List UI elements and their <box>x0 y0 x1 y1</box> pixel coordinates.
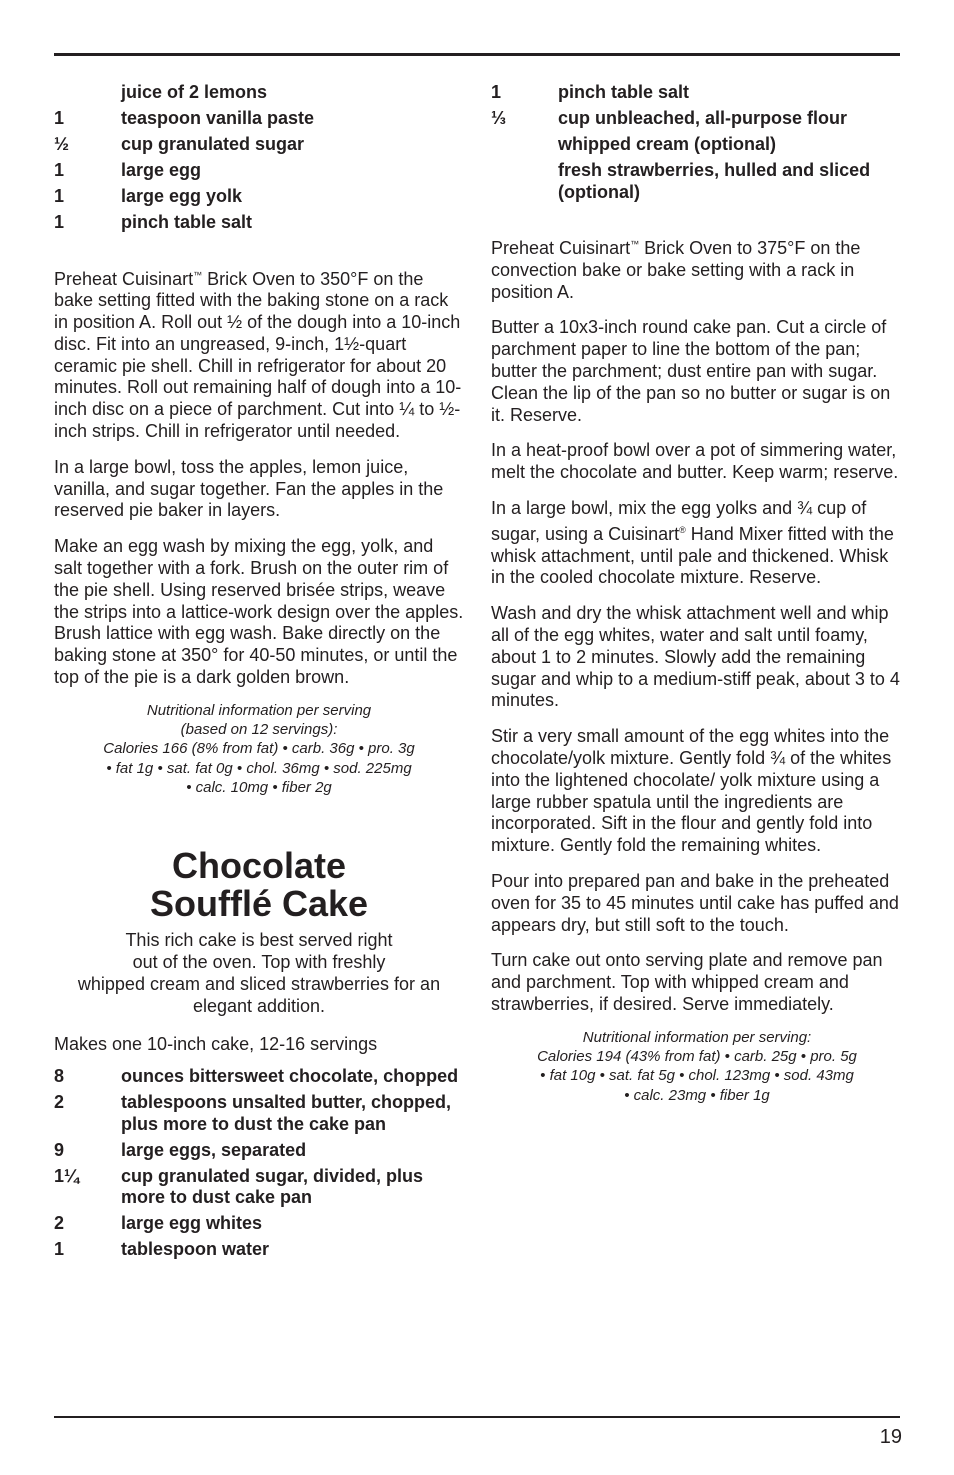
intro-line: elegant addition. <box>192 995 326 1016</box>
ingredient-text: large eggs, separated <box>121 1139 307 1160</box>
ingredient-text: pinch table salt <box>121 212 253 232</box>
right-column <box>491 82 903 1105</box>
ingredient-row <box>54 1092 464 1135</box>
ingredient-row <box>54 160 464 182</box>
ingredient-qty <box>491 160 558 203</box>
recipe-title-line: Chocolate <box>171 845 347 887</box>
ingredient-qty: 1 <box>54 1239 65 1260</box>
nutrition-line: Calories 194 (43% from fat) • carb. 25g • pro. 5g <box>537 1048 857 1065</box>
ingredient-text: ounces bittersweet chocolate, chopped <box>121 1066 459 1087</box>
nutrition-line: • calc. 23mg • fiber 1g <box>624 1086 770 1104</box>
ingredient-qty: 1 <box>54 212 65 232</box>
ingredient-row <box>491 160 903 203</box>
ingredient-row <box>54 1213 464 1235</box>
ingredient-text: tablespoons unsalted butter, chopped, plus more to dust the cake pan <box>121 1092 452 1134</box>
ingredient-row <box>54 108 464 130</box>
nutrition-line: • fat 1g • sat. fat 0g • chol. 36mg • sod. 225mg <box>106 759 412 777</box>
ingredient-qty: 1 <box>54 108 65 128</box>
recipe-ingredient-list <box>54 1066 464 1261</box>
ingredient-row <box>54 186 464 208</box>
ingredient-qty: 1 <box>54 160 65 180</box>
recipe-title-line: Soufflé Cake <box>149 883 369 925</box>
ingredient-row <box>54 1239 464 1261</box>
ingredient-text: tablespoon water <box>121 1239 270 1260</box>
ingredient-row <box>491 82 903 104</box>
trademark-mark: ™ <box>193 269 203 280</box>
instruction-paragraph: Butter a 10x3-inch round cake pan. Cut a circle of parchment paper to line the bottom of the pan; butter the parchment; dust entire pan with sugar. Clean the lip of the pan so no butter or sugar is on it. Reserve. <box>491 317 891 425</box>
ingredient-text: cup unbleached, all-purpose flour <box>558 108 848 128</box>
ingredient-row <box>54 134 464 156</box>
ingredient-qty <box>491 134 558 156</box>
recipe-intro <box>54 930 464 1017</box>
instruction-paragraph: In a large bowl, mix the egg yolks and ¾ cup of sugar, using a Cuisinart® Hand Mixer fitted with the whisk attachment, until pale and thickened. Whisk in the cooled chocolate mixture. Reserve. <box>491 497 894 588</box>
instruction-paragraph: Wash and dry the whisk attachment well and whip all of the egg whites, water and salt until foamy, about 1 to 2 minutes. Slowly add the remaining sugar and whip to a medium-stiff peak, about 3 to 4 minutes. <box>491 603 900 711</box>
ingredient-row <box>54 1166 464 1209</box>
intro-line: whipped cream and sliced strawberries for an <box>77 973 441 994</box>
ingredient-qty: ⅓ <box>491 108 507 128</box>
ingredient-text: large egg whites <box>121 1213 263 1234</box>
ingredient-text: teaspoon vanilla paste <box>121 108 315 128</box>
nutrition-info <box>54 701 464 797</box>
ingredient-text: large egg <box>121 160 202 180</box>
ingredient-text: fresh strawberries, hulled and sliced (optional) <box>558 160 871 202</box>
intro-line: out of the oven. Top with freshly <box>132 952 386 973</box>
nutrition-line: Nutritional information per serving: <box>582 1028 812 1046</box>
ingredient-row <box>491 134 903 156</box>
ingredient-list-continued <box>54 82 464 234</box>
ingredient-text: pinch table salt <box>558 82 690 102</box>
ingredient-qty: 1 <box>54 186 65 206</box>
ingredient-qty: 8 <box>54 1066 65 1087</box>
ingredient-qty: 1 <box>491 82 502 102</box>
instruction-paragraph: Make an egg wash by mixing the egg, yolk, and salt together with a fork. Brush on the outer rim of the pie shell. Using reserved brisée strips, weave the strips into a lattice-work design over the apples. Brush lattice with egg wash. Bake directly on the baking stone at 350° for 40-50 minutes, or until the top of the pie is a dark golden brown. <box>54 536 464 688</box>
trademark-mark: ™ <box>630 239 640 249</box>
recipe-yield: Makes one 10-inch cake, 12-16 servings <box>54 1033 378 1054</box>
ingredient-qty: 1¼ <box>54 1165 80 1186</box>
instruction-paragraph: Stir a very small amount of the egg whites into the chocolate/yolk mixture. Gently fold ¾ of the whites into the lightened chocolate/ yolk mixture using a large rubber spatula until the ingredients are incorporated. Sift in the flour and gently fold into mixture. Gently fold the remaining whites. <box>491 726 892 856</box>
ingredient-text: large egg yolk <box>121 186 243 206</box>
ingredient-row <box>54 1140 464 1162</box>
nutrition-line: (based on 12 servings): <box>180 721 338 739</box>
ingredient-text: juice of 2 lemons <box>121 82 268 102</box>
ingredient-text: whipped cream (optional) <box>558 134 777 154</box>
left-column <box>54 82 464 1265</box>
recipe-title <box>54 847 464 923</box>
ingredient-qty: 9 <box>54 1139 65 1160</box>
ingredient-qty <box>54 82 121 104</box>
instruction-paragraph: Pour into prepared pan and bake in the preheated oven for 35 to 45 minutes until cake has puffed and appears dry, but still soft to the touch. <box>491 870 899 935</box>
bottom-rule <box>54 1416 900 1418</box>
ingredient-qty: ½ <box>54 134 70 154</box>
ingredient-text: cup granulated sugar <box>121 134 305 154</box>
registered-mark: ® <box>679 524 686 535</box>
instruction-paragraph: Preheat Cuisinart™ Brick Oven to 375°F on the convection bake or bake setting with a rack in position A. <box>491 238 861 302</box>
instruction-paragraph: In a heat-proof bowl over a pot of simmering water, melt the chocolate and butter. Keep warm; reserve. <box>491 440 899 483</box>
ingredient-row <box>54 212 464 234</box>
nutrition-line: • calc. 10mg • fiber 2g <box>186 779 332 797</box>
nutrition-line: Calories 166 (8% from fat) • carb. 36g • pro. 3g <box>103 740 415 758</box>
ingredient-row <box>491 108 903 130</box>
nutrition-line: • fat 10g • sat. fat 5g • chol. 123mg • sod. 43mg <box>540 1067 854 1085</box>
intro-line: This rich cake is best served right <box>125 930 393 951</box>
ingredient-qty: 2 <box>54 1092 65 1113</box>
ingredient-text: cup granulated sugar, divided, plus more to dust cake pan <box>121 1165 424 1208</box>
instruction-paragraph: Preheat Cuisinart™ Brick Oven to 350°F on the bake setting fitted with the baking stone on a rack in position A. Roll out ½ of the dough into a 10-inch disc. Fit into an ungreased, 9-inch, 1½-quart ceramic pie shell. Chill in refrigerator for about 20 minutes. Roll out remaining half of dough into a 10-inch disc on a piece of parchment. Cut into ¼ to ½-inch strips. Chill in refrigerator until needed. <box>54 268 462 442</box>
nutrition-line: Nutritional information per serving <box>146 701 372 719</box>
page-number: 19 <box>879 1426 902 1448</box>
nutrition-info <box>491 1028 903 1105</box>
ingredient-row <box>54 82 464 104</box>
ingredient-row <box>54 1066 464 1088</box>
recipe-ingredient-list-continued <box>491 82 903 203</box>
instruction-paragraph: Turn cake out onto serving plate and remove pan and parchment. Top with whipped cream and strawberries, if desired. Serve immediately. <box>491 950 883 1014</box>
ingredient-qty: 2 <box>54 1213 65 1234</box>
top-rule <box>54 53 900 56</box>
instruction-paragraph: In a large bowl, toss the apples, lemon juice, vanilla, and sugar together. Fan the apples in the reserved pie baker in layers. <box>54 456 444 521</box>
